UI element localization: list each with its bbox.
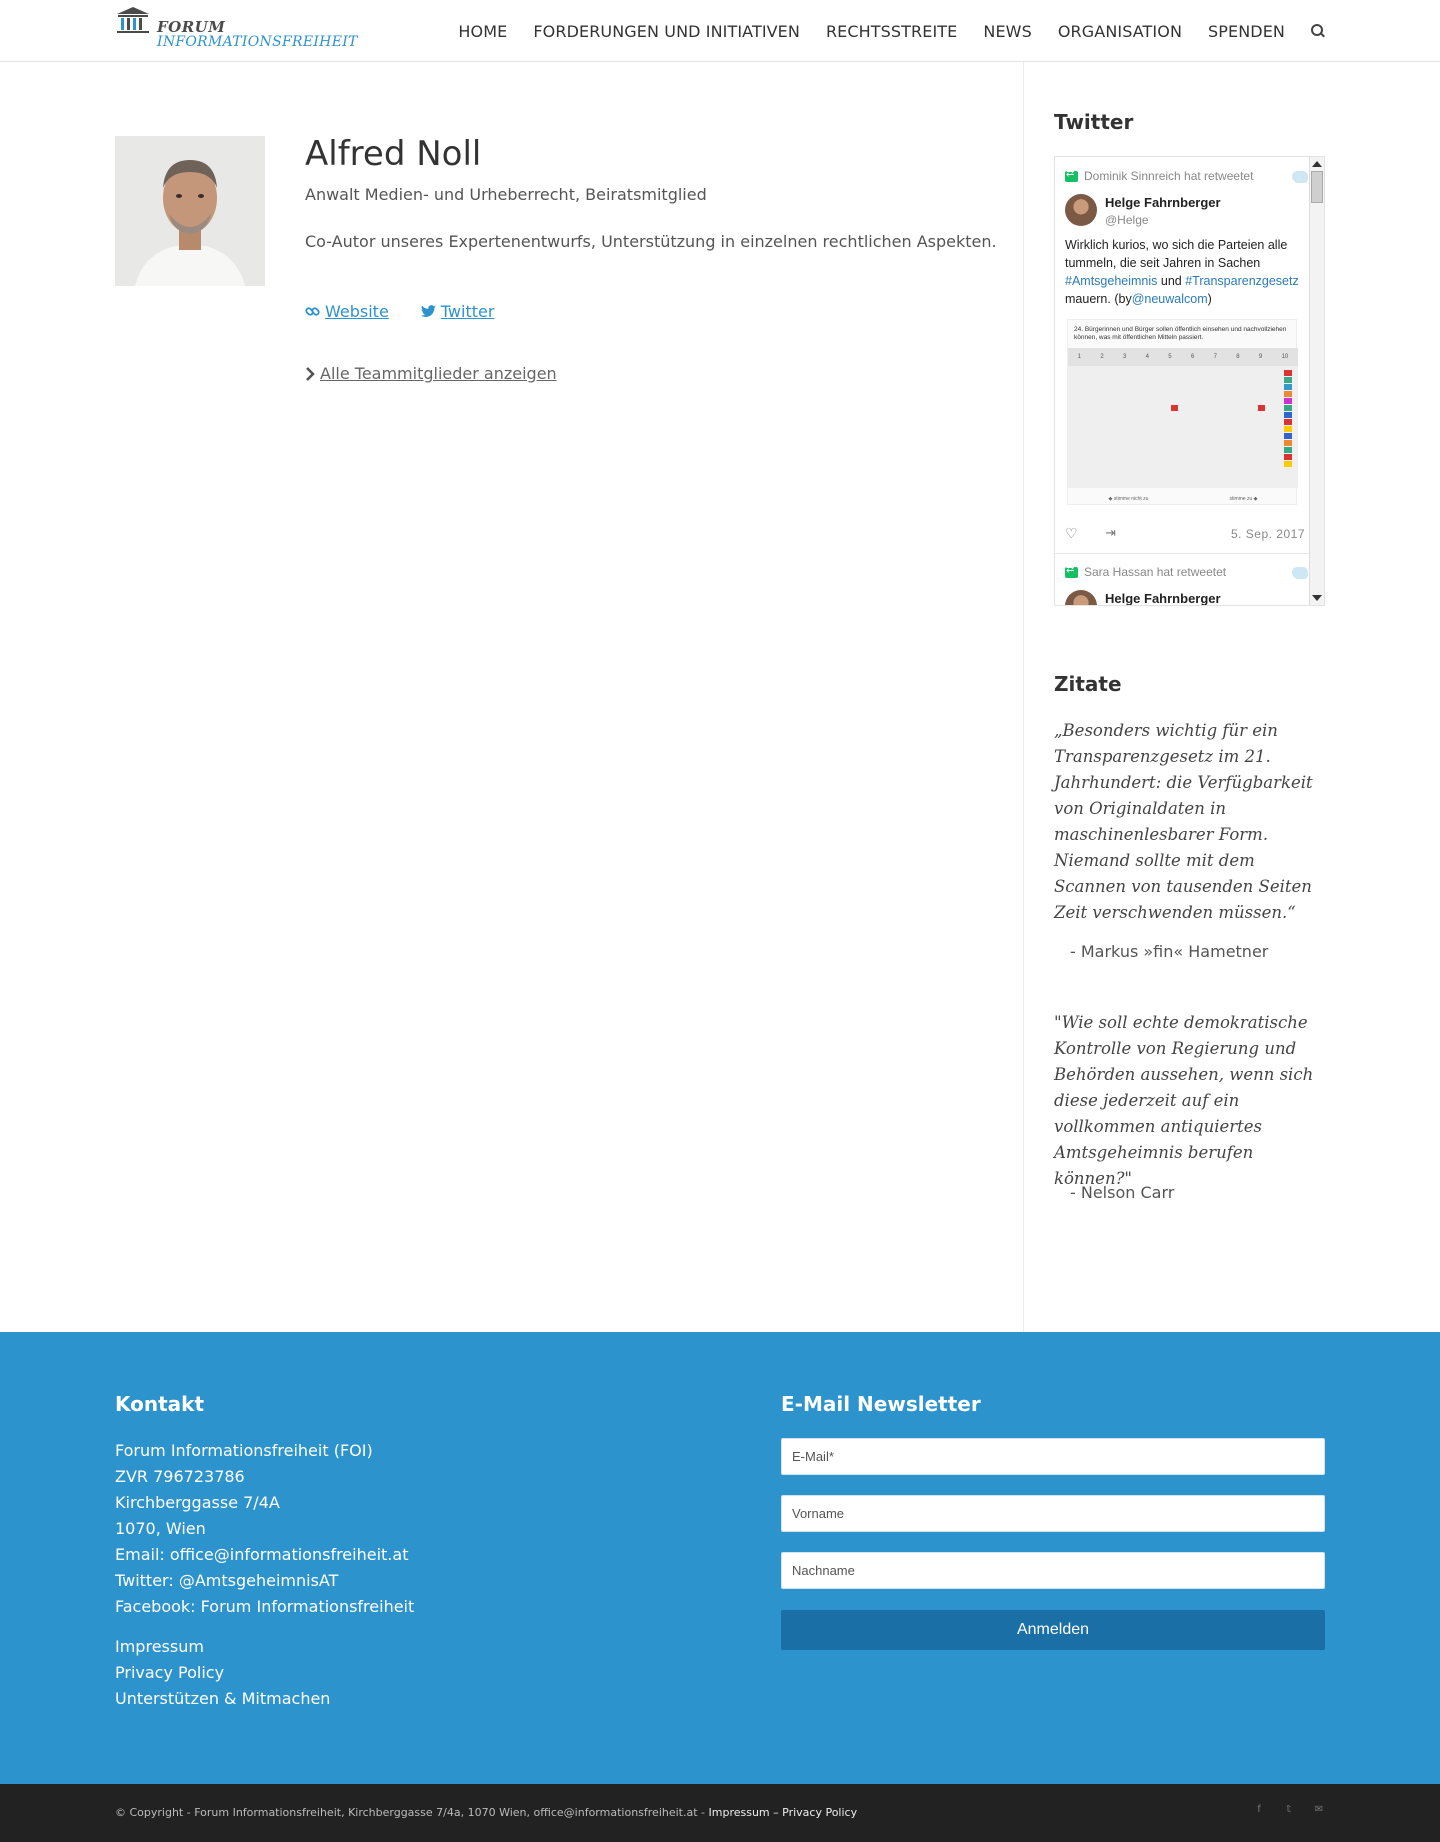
tweet-text bbox=[1065, 236, 1305, 308]
footer-link-impressum[interactable]: Impressum bbox=[115, 1637, 204, 1656]
nav-news[interactable]: NEWS bbox=[983, 21, 1032, 41]
retweet-icon bbox=[1065, 171, 1078, 182]
nav-organisation[interactable]: ORGANISATION bbox=[1057, 21, 1183, 41]
logo-subtitle: INFORMATIONSFREIHEIT bbox=[157, 34, 358, 50]
tweet-text-part: Wirklich kurios, wo sich die Parteien alle tummeln, die seit Jahren in Sachen bbox=[1065, 238, 1288, 270]
scale-number: 5 bbox=[1168, 354, 1172, 360]
all-members-link[interactable] bbox=[305, 364, 557, 383]
all-members-label: Alle Teammitglieder anzeigen bbox=[320, 364, 557, 383]
legend-right: stimme zu ◆ bbox=[1229, 496, 1258, 502]
retweet-line bbox=[1065, 169, 1253, 183]
footer-link-privacy[interactable]: Privacy Policy bbox=[115, 1663, 225, 1682]
scroll-thumb[interactable] bbox=[1311, 171, 1323, 203]
building-icon bbox=[115, 6, 151, 34]
retweeted-by: Sara Hassan hat retweetet bbox=[1084, 565, 1227, 579]
footer-link-support[interactable]: Unterstützen & Mitmachen bbox=[115, 1689, 331, 1708]
contact-email[interactable]: Email: office@informationsfreiheit.at bbox=[115, 1545, 409, 1564]
twitter-link-label: Twitter bbox=[440, 302, 495, 321]
tweet-text-part: ) bbox=[1207, 292, 1212, 306]
bottom-impressum-link[interactable]: Impressum bbox=[708, 1806, 770, 1819]
nav-rechtsstreite[interactable]: RECHTSSTREITE bbox=[825, 21, 958, 41]
quote-text: "Wie soll echte demokratische Kontrolle von Regierung und Behörden aussehen, wenn sich diese jederzeit auf ein vollkommen antiquiertes Amtsgeheimnis berufen können?" bbox=[1054, 1013, 1314, 1188]
scale-number: 6 bbox=[1190, 354, 1195, 360]
mention-link[interactable]: @neuwalcom bbox=[1131, 292, 1208, 306]
share-icon[interactable]: ⇥ bbox=[1105, 525, 1116, 540]
twitter-widget-title: Twitter bbox=[1054, 110, 1134, 134]
facebook-icon[interactable]: f bbox=[1257, 1804, 1261, 1815]
party-stack bbox=[1284, 370, 1292, 468]
tweet-image-legend bbox=[1068, 496, 1298, 502]
party-marker bbox=[1171, 405, 1178, 411]
bottom-privacy-link[interactable]: Privacy Policy bbox=[782, 1806, 858, 1819]
copyright-text: © Copyright - Forum Informationsfreiheit, Kirchberggasse 7/4a, 1070 Wien, office@informationsfreiheit.at - bbox=[115, 1806, 705, 1819]
chevron-right-icon bbox=[305, 367, 315, 381]
scale-number: 3 bbox=[1122, 354, 1127, 360]
twitter-icon bbox=[421, 305, 436, 318]
profile-name: Alfred Noll bbox=[305, 134, 482, 174]
scroll-down-icon[interactable] bbox=[1312, 595, 1322, 601]
heart-icon[interactable]: ♡ bbox=[1065, 525, 1078, 541]
tweet-image-grid bbox=[1068, 348, 1298, 488]
link-separator: – bbox=[773, 1806, 779, 1819]
quote-author: - Markus »fin« Hametner bbox=[1070, 942, 1269, 961]
social-links bbox=[1235, 1804, 1325, 1816]
copyright bbox=[115, 1806, 857, 1819]
profile-bio: Co-Autor unseres Expertenentwurfs, Unterstützung in einzelnen rechtlichen Aspekten. bbox=[305, 232, 997, 251]
scroll-up-icon[interactable] bbox=[1312, 161, 1322, 167]
retweeted-by: Dominik Sinnreich hat retweetet bbox=[1084, 169, 1254, 183]
firstname-field[interactable] bbox=[781, 1495, 1325, 1532]
scale-number: 7 bbox=[1213, 354, 1217, 360]
nav-spenden[interactable]: SPENDEN bbox=[1208, 21, 1285, 41]
tweet-author[interactable]: Helge Fahrnberger bbox=[1105, 591, 1221, 606]
website-link[interactable] bbox=[305, 302, 389, 321]
contact-title: Kontakt bbox=[115, 1392, 205, 1416]
tweet-image-caption: 24. Bürgerinnen und Bürger sollen öffentlich einsehen und nachvollziehen können, was mit öffentlichen Mitteln passiert. bbox=[1074, 326, 1287, 341]
contact-zvr: ZVR 796723786 bbox=[115, 1467, 245, 1486]
tweet-actions bbox=[1065, 525, 1305, 541]
site-footer bbox=[0, 1332, 1440, 1784]
scale-number: 4 bbox=[1145, 354, 1149, 360]
contact-twitter[interactable]: Twitter: @AmtsgeheimnisAT bbox=[115, 1571, 339, 1590]
scale-number: 1 bbox=[1077, 354, 1081, 360]
search-icon[interactable] bbox=[1311, 24, 1325, 38]
scale-number: 2 bbox=[1100, 354, 1104, 360]
website-link-label: Website bbox=[325, 302, 389, 321]
twitter-timeline[interactable] bbox=[1054, 156, 1325, 606]
party-marker bbox=[1258, 405, 1265, 411]
avatar[interactable] bbox=[1065, 194, 1097, 226]
contact-facebook[interactable]: Facebook: Forum Informationsfreiheit bbox=[115, 1597, 415, 1616]
tweet-handle[interactable]: @Helge bbox=[1105, 213, 1149, 227]
site-header bbox=[0, 0, 1440, 62]
hashtag-link[interactable]: #Transparenzgesetz bbox=[1185, 274, 1299, 288]
profile-links bbox=[305, 302, 526, 321]
contact-street: Kirchberggasse 7/4A bbox=[115, 1493, 280, 1512]
nav-home[interactable]: HOME bbox=[458, 21, 508, 41]
legend-left: ◆ stimme nicht zu bbox=[1108, 496, 1149, 502]
tweet-text-part: und bbox=[1160, 274, 1182, 288]
email-field[interactable] bbox=[781, 1438, 1325, 1475]
tweet-image-scale bbox=[1068, 348, 1298, 366]
tweet-image[interactable] bbox=[1067, 319, 1297, 505]
quotes-widget-title: Zitate bbox=[1054, 672, 1122, 696]
sidebar-divider bbox=[1023, 62, 1024, 1332]
bottom-bar bbox=[0, 1784, 1440, 1842]
avatar[interactable] bbox=[1065, 590, 1097, 606]
retweet-icon bbox=[1065, 567, 1078, 578]
quote-text: „Besonders wichtig für ein Transparenzgesetz im 21. Jahrhundert: die Verfügbarkeit von Originaldaten in maschinenlesbarer Form. Niemand sollte mit dem Scannen von tausenden Seiten Zeit verschwenden müssen.“ bbox=[1054, 721, 1313, 922]
link-icon bbox=[305, 304, 320, 319]
twitter-icon[interactable]: 𝕥 bbox=[1286, 1804, 1292, 1815]
hashtag-link[interactable]: #Amtsgeheimnis bbox=[1065, 274, 1158, 288]
mail-icon[interactable]: ✉ bbox=[1314, 1804, 1324, 1815]
main-nav bbox=[432, 0, 1325, 62]
twitter-bird-icon bbox=[1292, 171, 1308, 183]
scale-number: 8 bbox=[1236, 354, 1240, 360]
logo-title: FORUM bbox=[157, 18, 226, 36]
nav-forderungen[interactable]: FORDERUNGEN UND INITIATIVEN bbox=[533, 21, 800, 41]
profile-role: Anwalt Medien- und Urheberrecht, Beiratsmitglied bbox=[305, 185, 707, 204]
subscribe-button[interactable]: Anmelden bbox=[781, 1610, 1325, 1650]
twitter-link[interactable] bbox=[421, 302, 495, 321]
contact-block bbox=[115, 1438, 414, 1712]
tweet-separator bbox=[1055, 553, 1315, 554]
contact-city: 1070, Wien bbox=[115, 1519, 206, 1538]
lastname-field[interactable] bbox=[781, 1552, 1325, 1589]
tweet-date[interactable]: 5. Sep. 2017 bbox=[1230, 527, 1305, 541]
site-logo[interactable] bbox=[115, 6, 358, 54]
scale-number: 10 bbox=[1281, 354, 1289, 360]
profile-photo bbox=[115, 136, 265, 286]
scale-number: 9 bbox=[1258, 354, 1263, 360]
contact-org: Forum Informationsfreiheit (FOI) bbox=[115, 1441, 373, 1460]
newsletter-title: E-Mail Newsletter bbox=[781, 1392, 981, 1416]
timeline-scrollbar[interactable] bbox=[1309, 157, 1324, 605]
twitter-bird-icon bbox=[1292, 567, 1308, 579]
quote-author: - Nelson Carr bbox=[1070, 1183, 1175, 1202]
tweet-author[interactable]: Helge Fahrnberger bbox=[1105, 195, 1221, 210]
tweet-text-part: mauern. (by bbox=[1065, 292, 1132, 306]
retweet-line bbox=[1065, 565, 1226, 579]
